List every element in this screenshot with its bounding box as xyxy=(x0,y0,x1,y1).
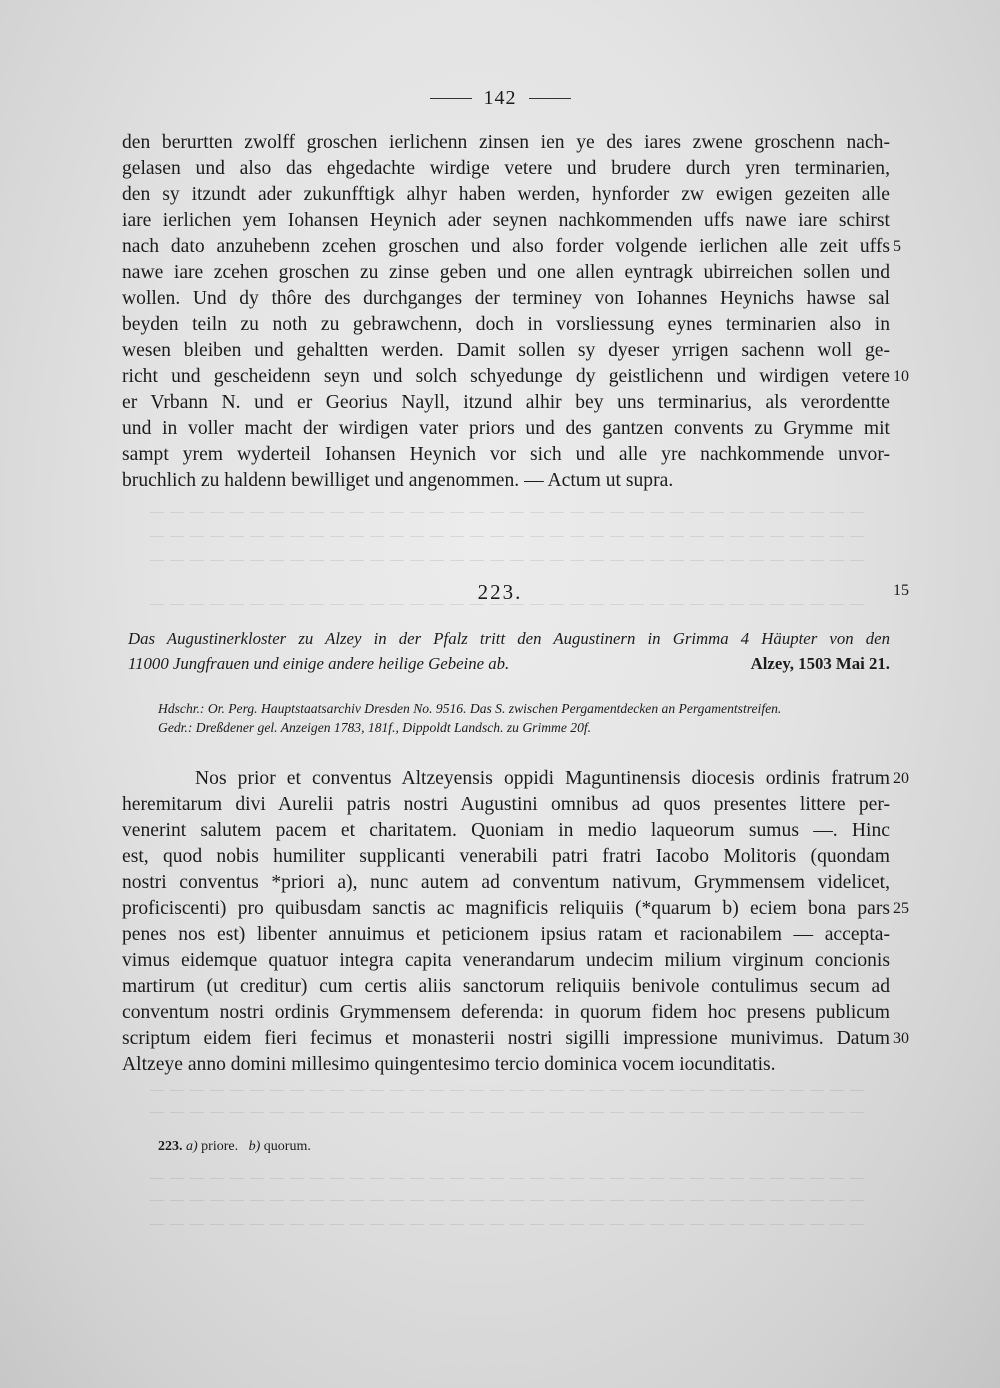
body-line: nach dato anzuhebenn zcehen groschen und also forder volgende ierlichen alle zeit uffs xyxy=(122,236,890,257)
show-through-line xyxy=(150,512,870,513)
page-header xyxy=(0,84,1000,112)
body-line: venerint salutem pacem et charitatem. Quoniam in medio laqueorum sumus —. Hinc xyxy=(122,820,890,841)
footnote-a-text: priore. xyxy=(201,1139,239,1154)
footnote-number: 223. xyxy=(158,1139,183,1154)
body-line-last: bruchlich zu haldenn bewilliget und angenommen. — Actum ut supra. xyxy=(122,470,674,491)
show-through-line xyxy=(150,1112,870,1113)
header-rule-left xyxy=(430,98,472,99)
show-through-line xyxy=(150,536,870,537)
body-line: den sy itzundt ader zukunfftigk alhyr haben werden, hynforder zw ewigen gezeiten alle xyxy=(122,184,890,205)
line-number-margin: 30 xyxy=(893,1030,909,1047)
page-number: 142 xyxy=(483,86,517,109)
line-number-margin: 25 xyxy=(893,900,909,917)
body-line-last: Altzeye anno domini millesimo quingentesimo tercio dominica vocem iocunditatis. xyxy=(122,1054,776,1075)
body-line: wollen. Und dy thôre des durchganges der terminey von Iohannes Heynichs hawse sal xyxy=(122,288,890,309)
body-line: wesen bleiben und gehaltten werden. Damit sollen sy dyeser yrrigen sachenn woll ge- xyxy=(122,340,890,361)
body-line-indented: Nos prior et conventus Altzeyensis oppidi Maguntinensis diocesis ordinis fratrum xyxy=(195,768,890,789)
body-line: richt und gescheidenn seyn und solch schyedunge dy geistlichenn und wirdigen vetere xyxy=(122,366,890,387)
body-line: nostri conventus *priori a), nunc autem ad conventum nativum, Grymmensem videlicet, xyxy=(122,872,890,893)
body-line: conventum nostri ordinis Grymmensem deferenda: in quorum fidem hoc presens publicum xyxy=(122,1002,890,1023)
footnote-b-letter: b) xyxy=(248,1139,261,1154)
body-line: den berurtten zwolff groschen ierlichenn zinsen ien ye des iares zwene groschenn nach- xyxy=(122,132,890,153)
line-number-margin: 20 xyxy=(893,770,909,787)
body-line: iare ierlichen yem Iohansen Heynich ader seynen nachkommenden uffs nawe iare schirst xyxy=(122,210,890,231)
show-through-line xyxy=(150,560,870,561)
body-line: sampt yrem wyderteil Iohansen Heynich vor sich und alle yre nachkommende unvor- xyxy=(122,444,890,465)
line-number-margin: 10 xyxy=(893,368,909,385)
footnote xyxy=(158,1137,311,1157)
body-line: scriptum eidem fieri fecimus et monasterii nostri sigilli impressione munivimus. Datum xyxy=(122,1028,890,1049)
body-line: vimus eidemque quatuor integra capita venerandarum undecim milium virginum concionis xyxy=(122,950,890,971)
line-number-margin: 15 xyxy=(893,582,909,599)
regest-date: Alzey, 1503 Mai 21. xyxy=(750,654,890,673)
body-line: er Vrbann N. und er Georius Nayll, itzund alhir bey uns terminarius, als verordentte xyxy=(122,392,890,413)
footnote-a-letter: a) xyxy=(186,1139,198,1154)
body-line: beyden teiln zu noth zu gebrawchenn, doch in vorsliessung eynes terminarien also in xyxy=(122,314,890,335)
body-line: martirum (ut creditur) cum certis aliis sanctorum reliquiis benivole contulimus secum ad xyxy=(122,976,890,997)
footnote-b-text: quorum. xyxy=(263,1139,311,1154)
source-note: Gedr.: Dreßdener gel. Anzeigen 1783, 181f., Dippoldt Landsch. zu Grimme 20f. xyxy=(158,720,592,735)
show-through-line xyxy=(150,1178,870,1179)
body-line: nawe iare zcehen groschen zu zinse geben und one allen eyntragk ubirreichen sollen und xyxy=(122,262,890,283)
show-through-line xyxy=(150,1200,870,1201)
header-rule-right xyxy=(529,98,571,99)
source-note: Hdschr.: Or. Perg. Hauptstaatsarchiv Dresden No. 9516. Das S. zwischen Pergamentdecken an Pergamentstreifen. xyxy=(158,701,782,716)
regest-line: 11000 Jungfrauen und einige andere heilige Gebeine ab. xyxy=(128,654,510,673)
body-line: penes nos est) libenter annuimus et peticionem ipsius ratam et racionabilem — accepta- xyxy=(122,924,890,945)
document-number: 223. xyxy=(477,580,523,604)
body-line: und in voller macht der wirdigen vater priors und des gantzen convents zu Grymme mit xyxy=(122,418,890,439)
line-number-margin: 5 xyxy=(893,238,901,255)
show-through-line xyxy=(150,1224,870,1225)
show-through-line xyxy=(150,1090,870,1091)
body-line: heremitarum divi Aurelii patris nostri Augustini omnibus ad quos presentes littere per- xyxy=(122,794,890,815)
body-line: est, quod nobis humiliter supplicanti venerabili patri fratri Iacobo Molitoris (quondam xyxy=(122,846,890,867)
body-line: gelasen und also das ehgedachte wirdige vetere und brudere durch yren terminarien, xyxy=(122,158,890,179)
body-line: proficiscenti) pro quibusdam sanctis ac magnificis reliquiis (*quarum b) eciem bona pars xyxy=(122,898,890,919)
regest-line: Das Augustinerkloster zu Alzey in der Pfalz tritt den Augustinern in Grimma 4 Häupter von den xyxy=(128,629,890,648)
